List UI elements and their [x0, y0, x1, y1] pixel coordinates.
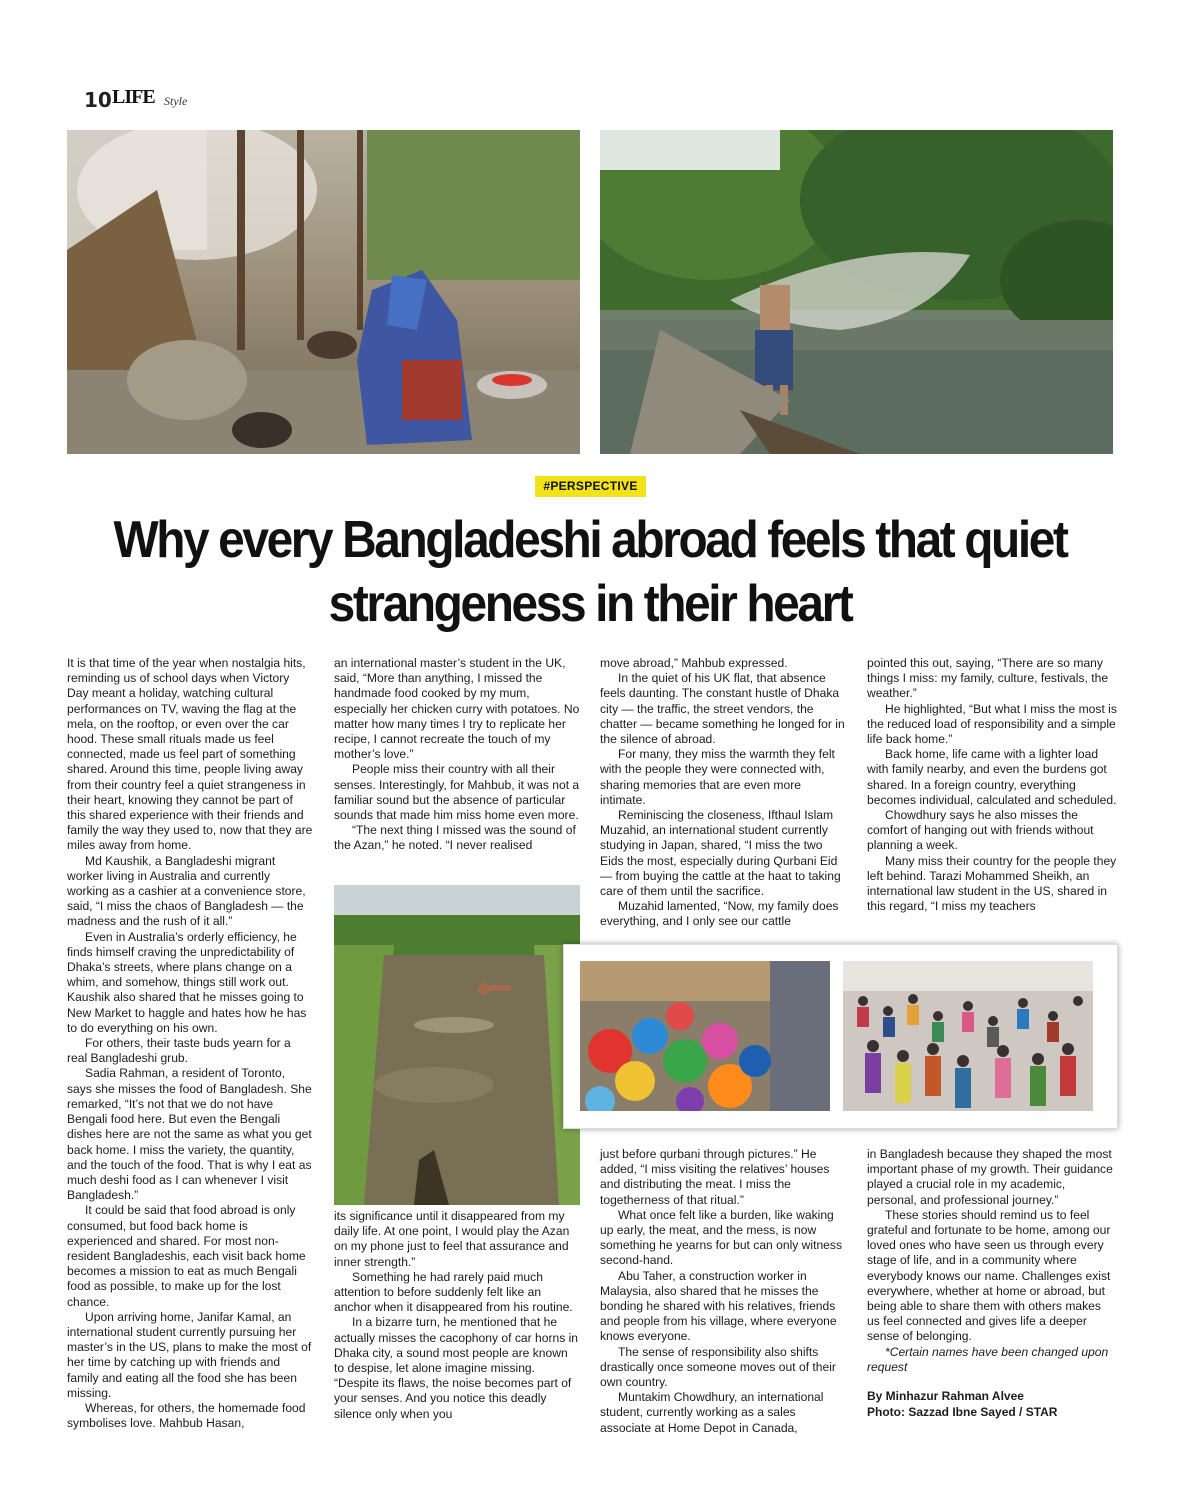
- paragraph: What once felt like a burden, like waking up early, the meat, and the mess, is now something he yearns for but can only witness second-hand.: [600, 1207, 843, 1268]
- paragraph: move abroad,” Mahbub expressed.: [600, 656, 788, 670]
- paragraph: Md Kaushik, a Bangladeshi migrant worker living in Australia and currently working as a cashier at a convenience store, said, “I miss the chaos of Bangladesh — the madness and the rush of it all.”: [67, 853, 306, 929]
- paragraph: Back home, life came with a lighter load with family nearby, and even the burdens got shared. In a foreign country, everything becomes individual, calculated and scheduled.: [867, 747, 1117, 807]
- paragraph: Many miss their country for the people they left behind. Tarazi Mohammed Sheikh, an international law student in the US, shared in this regard, “I miss my teachers: [867, 853, 1117, 914]
- paragraph: Reminiscing the closeness, Ifthaul Islam Muzahid, an international student currently studying in Japan, shared, “I miss the two Eids the most, especially during Qurbani Eid — from buying the cattle at the haat to taking care of them until the sacrifice.: [600, 808, 841, 899]
- paragraph: Abu Taher, a construction worker in Malaysia, also shared that he misses the bonding he shared with his relatives, friends and people from his village, where everyone knows everyone.: [600, 1268, 837, 1344]
- crowd-mall-photo: [843, 961, 1093, 1111]
- paragraph: an international master’s student in the UK, said, “More than anything, I missed the handmade food cooked by my mum, especially her chicken curry with potatoes. No matter how many times I try to replicate her recipe, I cannot recreate the touch of my mother’s love.”: [334, 656, 580, 762]
- article-column-3-bottom: [600, 1147, 846, 1436]
- paragraph: It could be said that food abroad is only consumed, but food back home is experienced and shared. For most non-resident Bangladeshis, each visit back home becomes a mission to eat as much Bengali food as possible, to make up for the lost chance.: [67, 1203, 306, 1309]
- inset-photo-frame: [563, 944, 1118, 1129]
- paragraph: The sense of responsibility also shifts drastically once someone moves out of their own country.: [600, 1344, 836, 1390]
- swimmer-river-photo: [334, 885, 580, 1205]
- paragraph: People miss their country with all their senses. Interestingly, for Mahbub, it was not a familiar sound but the absence of particular sounds that made him miss home even more.: [334, 762, 580, 823]
- paragraph: in Bangladesh because they shaped the most important phase of my growth. Their guidance played a crucial role in my academic, personal, and professional journey.”: [867, 1147, 1113, 1207]
- article-column-2-top: [334, 656, 580, 854]
- fisherman-net-photo: [600, 130, 1113, 454]
- article-column-4-bottom: [867, 1147, 1117, 1420]
- paragraph: Something he had rarely paid much attention to before suddenly felt like an anchor when it disappeared from his routine.: [334, 1269, 573, 1315]
- article-column-4-top: [867, 656, 1117, 914]
- paragraph: its significance until it disappeared from my daily life. At one point, I would play the Azan on my phone just to feel that assurance and inner strength.”: [334, 1209, 570, 1269]
- paragraph: In the quiet of his UK flat, that absence feels daunting. The constant hustle of Dhaka city — the traffic, the street vendors, the chatter — became something he longed for in the silence of abroad.: [600, 671, 845, 747]
- paragraph: In a bizarre turn, he mentioned that he actually misses the cacophony of car horns in Dhaka city, a sound most people are known to despise, let alone imagine missing. “Despite its flaws, the noise becomes part of your senses. And you notice this deadly silence only when you: [334, 1315, 579, 1421]
- paragraph: Even in Australia’s orderly efficiency, he finds himself craving the unpredictability of Dhaka’s streets, where plans change on a whim, and somehow, things still work out. Kaushik also shared that he misses going to New Market to haggle and hates how he has to do everything on his own.: [67, 929, 307, 1035]
- paragraph: It is that time of the year when nostalgia hits, reminding us of school days when Victory Day meant a holiday, watching cultural performances on TV, waving the flag at the mela, on the rooftop, or even over the car hood. These small rituals made us feel connected, made us feel part of something shared. Around this time, people living away from their country feel a quiet strangeness in their heart, knowing they cannot be part of this shared experience with their friends and family the way they used to, now that they are miles away from home.: [67, 656, 313, 853]
- paragraph: Chowdhury says he also misses the comfort of hanging out with friends without planning a week.: [867, 808, 1094, 853]
- paragraph: Upon arriving home, Janifar Kamal, an international student currently pursuing her master’s in the US, plans to make the most of her time by catching up with friends and family and eating all the food she has been missing.: [67, 1309, 312, 1400]
- paragraph: Whereas, for others, the homemade food symbolises love. Mahbub Hasan,: [67, 1400, 306, 1431]
- editor-note: *Certain names have been changed upon request: [867, 1344, 1109, 1374]
- byline-author: By Minhazur Rahman Alvee: [867, 1389, 1024, 1404]
- article-column-2-bottom: [334, 1209, 580, 1422]
- article-column-1: [67, 656, 313, 1431]
- paragraph: Muzahid lamented, “Now, my family does everything, and I only see our cattle: [600, 899, 839, 929]
- paragraph: Muntakim Chowdhury, an international student, currently working as a sales associate at Home Depot in Canada,: [600, 1390, 824, 1435]
- umbrella-market-photo: [580, 961, 830, 1111]
- paragraph: For many, they miss the warmth they felt with the people they were connected with, sharing memories that are even more intimate.: [600, 747, 835, 807]
- woman-cooking-photo: [67, 130, 580, 454]
- byline-photo-credit: Photo: Sazzad Ibne Sayed / STAR: [867, 1404, 1058, 1419]
- paragraph: These stories should remind us to feel grateful and fortunate to be home, among our loved ones who have seen us through every stage of life, and in a community where everybody knows our name. Challenges exist everywhere, whether at home or abroad, but being able to share them with others makes us feel connected and gives life a deeper sense of belonging.: [867, 1207, 1111, 1344]
- paragraph: For others, their taste buds yearn for a real Bangladeshi grub.: [67, 1036, 291, 1066]
- paragraph: pointed this out, saying, “There are so many things I miss: my family, culture, festivals, the weather.”: [867, 656, 1109, 701]
- paragraph: “The next thing I missed was the sound of the Azan,” he noted. “I never realised: [334, 823, 576, 853]
- section-logo: LIFE: [112, 86, 155, 108]
- section-logo-sub: Style: [164, 94, 188, 108]
- paragraph: Sadia Rahman, a resident of Toronto, says she misses the food of Bangladesh. She remarked, “It’s not that we do not have Bengali food here. But even the Bengali dishes here are not the same as what you get back home. I miss the variety, the quantity, and the touch of the food. That is why I eat as much deshi food as I can whenever I visit Bangladesh.”: [67, 1066, 312, 1203]
- byline: [867, 1389, 1117, 1420]
- article-column-3-top: [600, 656, 846, 930]
- category-tag: #PERSPECTIVE: [535, 476, 646, 497]
- paragraph: just before qurbani through pictures.” He added, “I miss visiting the relatives’ houses and distributing the meat. I miss the togetherness of that ritual.”: [600, 1147, 830, 1207]
- page-number: 10: [84, 88, 112, 112]
- headline: Why every Bangladeshi abroad feels that quiet strangeness in their heart: [113, 511, 1067, 633]
- paragraph: He highlighted, “But what I miss the most is the reduced load of responsibility and a simple life back home.”: [867, 701, 1117, 747]
